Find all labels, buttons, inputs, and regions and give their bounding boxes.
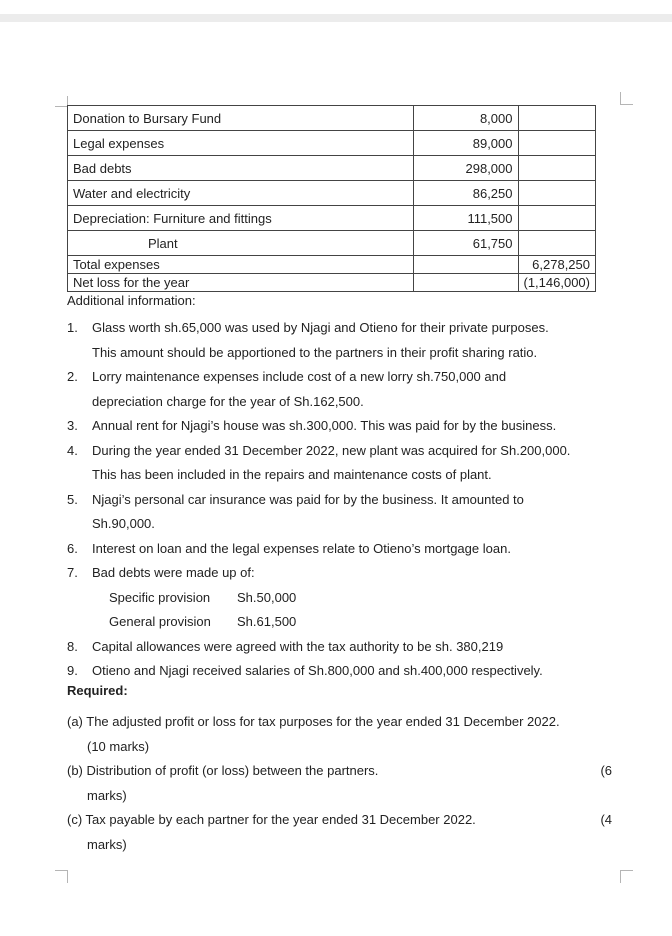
required-heading: Required: [67,683,128,698]
row-amount: 89,000 [413,131,518,156]
table-row-net-loss [68,274,596,292]
row-amount: 8,000 [413,106,518,131]
list-item: 8. Capital allowances were agreed with the tax authority to be sh. 380,219 [67,638,504,654]
viewer-top-bar [0,14,672,22]
list-item: 4. During the year ended 31 December 2022, new plant was acquired for Sh.200,000. This has been included in the repairs and maintenance costs of plant. [67,442,571,482]
row-label: Depreciation: Furniture and fittings [68,206,414,231]
row-total [518,131,596,156]
list-item: (a) The adjusted profit or loss for tax purposes for the year ended 31 December 2022. (10 marks) [67,714,560,754]
table-row [68,131,596,156]
table-row-total-expenses [68,256,596,274]
list-item: 6. Interest on loan and the legal expenses relate to Otieno’s mortgage loan. [67,540,511,556]
row-total [518,206,596,231]
row-amount [413,256,518,274]
margin-corner-bottom-right [620,870,633,883]
row-label: Legal expenses [68,131,414,156]
row-amount: 111,500 [413,206,518,231]
list-item: 2. Lorry maintenance expenses include cost of a new lorry sh.750,000 and depreciation charge for the year of Sh.162,500. [67,369,507,409]
margin-corner-bottom-left [55,870,68,883]
list-item: (b) Distribution of profit (or loss) between the partners. (6 marks) [67,763,612,803]
row-total: (1,146,000) [518,274,596,292]
list-item: 7. Bad debts were made up of: Specific provision Sh.50,000 General provision Sh.61,500 [67,561,627,635]
additional-info-list [67,316,627,684]
list-item: (c) Tax payable by each partner for the year ended 31 December 2022. (4 marks) [67,812,612,852]
row-total: 6,278,250 [518,256,596,274]
list-item: 5. Njagi’s personal car insurance was paid for by the business. It amounted to Sh.90,000. [67,491,524,531]
row-label: Donation to Bursary Fund [68,106,414,131]
row-total [518,106,596,131]
row-label: Plant [68,231,414,256]
additional-info-heading: Additional information: [67,293,196,308]
table-row [68,106,596,131]
list-item: 3. Annual rent for Njagi’s house was sh.300,000. This was paid for by the business. [67,418,557,433]
row-label: Net loss for the year [68,274,414,292]
row-label: Total expenses [68,256,414,274]
row-amount: 61,750 [413,231,518,256]
margin-corner-top-right [620,92,633,105]
list-item: 1. Glass worth sh.65,000 was used by Njagi and Otieno for their private purposes. This amount should be apportioned to the partners in their profit sharing ratio. [67,320,549,360]
row-amount: 86,250 [413,181,518,206]
row-total [518,156,596,181]
table-row [68,181,596,206]
row-amount: 298,000 [413,156,518,181]
row-label: Bad debts [68,156,414,181]
list-item: 9. Otieno and Njagi received salaries of Sh.800,000 and sh.400,000 respectively. [67,663,543,678]
expenses-table [67,105,596,292]
table-row [68,206,596,231]
row-amount [413,274,518,292]
row-total [518,181,596,206]
bad-debts-breakdown: Specific provision Sh.50,000 General provision Sh.61,500 [109,589,297,629]
row-label: Water and electricity [68,181,414,206]
required-list [67,710,612,857]
table-row [68,231,596,256]
table-row [68,156,596,181]
row-total [518,231,596,256]
